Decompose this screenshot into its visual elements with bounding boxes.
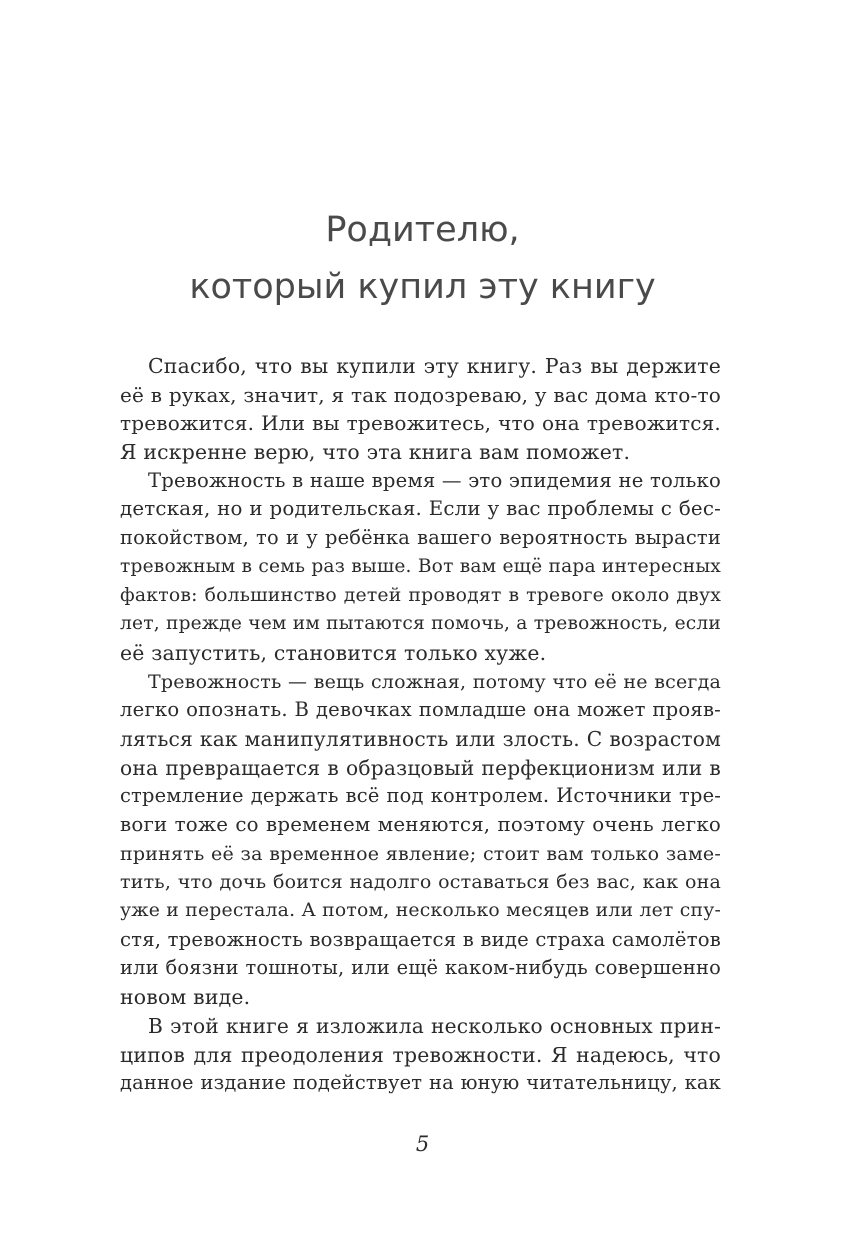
- text-line: её в руках, значит, я так подозреваю, у вас дома кто-то: [120, 382, 721, 407]
- text-line: стремление держать всё под контролем. Источники тре-: [120, 784, 721, 808]
- text-line: принять её за временное явление; стоит вам только заме-: [120, 842, 721, 865]
- text-line: ципов для преодоления тревожности. Я надеюсь, что: [120, 1042, 721, 1067]
- text-line: фактов: большинство детей проводят в тревоге около двух: [120, 584, 721, 606]
- chapter-title-line-1: Родителю,: [325, 210, 520, 250]
- text-line: её запустить, становится только хуже.: [120, 640, 547, 665]
- text-line: Я искренне верю, что эта книга вам поможет.: [120, 440, 631, 465]
- text-line: тить, что дочь боится надолго оставаться без вас, как она: [120, 871, 721, 894]
- chapter-title-line-2: который купил эту книгу: [189, 267, 656, 307]
- text-line: данное издание подействует на юную читательницу, как: [120, 1071, 721, 1095]
- text-line: ляться как манипулятивность или злость. С возрастом: [120, 726, 721, 751]
- text-line: стя, тревожность возвращается в виде страха самолётов: [120, 927, 721, 951]
- text-line: она превращается в образцовый перфекционизм или в: [120, 755, 721, 780]
- text-line: покойством, то и у ребёнка вашего вероятность вырасти: [120, 526, 721, 550]
- text-line: Спасибо, что вы купили эту книгу. Раз вы держите: [148, 354, 721, 378]
- text-line: уже и перестала. А потом, несколько месяцев или лет спу-: [120, 900, 721, 922]
- chapter-title: [0, 202, 845, 316]
- page-number: 5: [415, 1132, 430, 1156]
- body-text: [120, 352, 721, 1098]
- text-line: новом виде.: [120, 985, 251, 1010]
- text-line: лет, прежде чем им пытаются помочь, а тревожность, если: [120, 613, 721, 635]
- text-line: легко опознать. В девочках помладше она может прояв-: [120, 698, 721, 722]
- text-line: тревожится. Или вы тревожитесь, что она тревожится.: [120, 411, 721, 436]
- text-line: детская, но и родительская. Если у вас проблемы с бес-: [120, 497, 721, 521]
- text-line: или боязни тошноты, или ещё каком-нибудь совершенно: [120, 956, 721, 980]
- text-line: тревожным в семь раз выше. Вот вам ещё пара интересных: [120, 555, 721, 577]
- text-line: В этой книге я изложила несколько основных прин-: [148, 1013, 721, 1038]
- text-line: воги тоже со временем меняются, поэтому очень легко: [120, 813, 721, 836]
- text-line: Тревожность — вещь сложная, потому что её не всегда: [148, 670, 721, 693]
- text-line: Тревожность в наше время — это эпидемия не только: [148, 468, 721, 492]
